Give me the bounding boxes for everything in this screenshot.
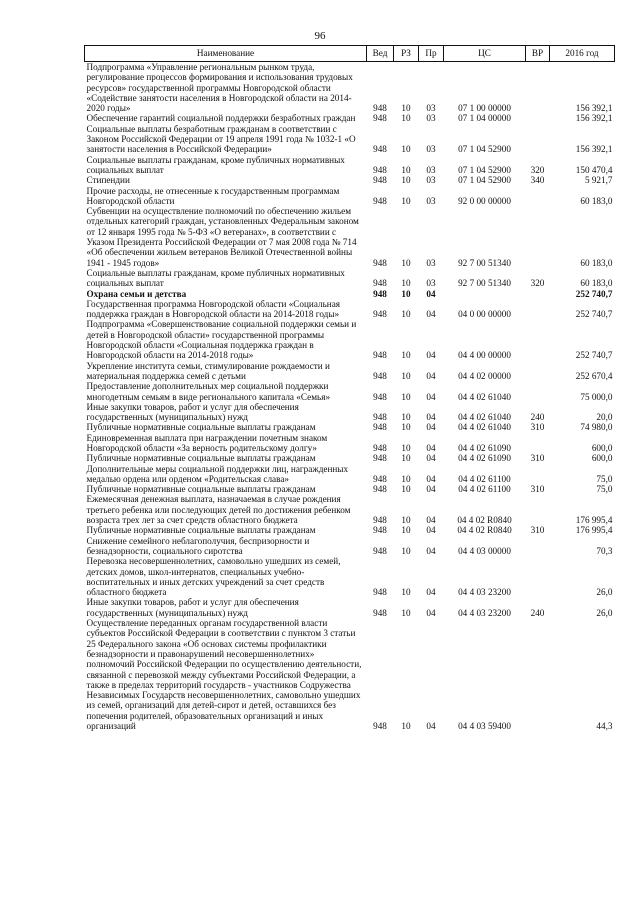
cell-sum: 252 740,7 — [575, 309, 613, 320]
cell-vr — [526, 62, 550, 114]
cell-pr: 04 — [426, 391, 436, 402]
cell-rz: 10 — [401, 288, 411, 299]
cell-rz: 10 — [401, 515, 411, 526]
cell-vr — [526, 556, 550, 597]
cell-ved: 948 — [373, 545, 387, 556]
table-body — [85, 62, 615, 732]
cell-ved: 948 — [373, 412, 387, 423]
cell-cs: 92 7 00 51340 — [458, 257, 511, 268]
cell-name: Подпрограмма «Управление региональным рынком труда, регулирование процессов формирования и использования трудовых ресурсов» государственной программы Новгородской области «Содействие занятости населения в Новгородской области на 2014-2020 годы» — [86, 62, 353, 114]
cell-pr: 04 — [426, 473, 436, 484]
cell-sum: 60 183,0 — [580, 195, 613, 206]
cell-ved: 948 — [373, 103, 387, 114]
cell-pr: 03 — [426, 195, 436, 206]
table-row — [85, 525, 615, 535]
header-sum: 2016 год — [550, 46, 615, 62]
cell-vr: 310 — [530, 453, 545, 464]
cell-sum: 156 392,1 — [575, 103, 613, 114]
cell-ved: 948 — [373, 607, 387, 618]
cell-ved: 948 — [373, 288, 387, 299]
cell-pr: 03 — [426, 257, 436, 268]
cell-vr: 320 — [530, 164, 545, 175]
table-row — [85, 289, 615, 299]
table-row — [85, 381, 615, 402]
cell-sum: 75 000,0 — [580, 391, 613, 402]
table-row — [85, 319, 615, 360]
cell-sum: 252 670,4 — [575, 370, 613, 381]
cell-vr — [526, 113, 550, 123]
cell-ved: 948 — [373, 422, 387, 433]
cell-pr: 04 — [426, 350, 436, 361]
cell-vr — [526, 536, 550, 557]
cell-name: Перевозка несовершеннолетних, самовольно ушедших из семей, детских домов, школ-интернатов, специальных учебно-воспитательных и иных детских учреждений за счет средств областного бюджета — [86, 556, 341, 598]
table-row — [85, 361, 615, 382]
cell-ved: 948 — [373, 587, 387, 598]
cell-pr: 04 — [426, 545, 436, 556]
cell-ved: 948 — [373, 350, 387, 361]
cell-rz: 10 — [401, 164, 411, 175]
cell-ved: 948 — [373, 525, 387, 536]
cell-cs: 04 4 03 00000 — [458, 545, 511, 556]
cell-name: Государственная программа Новгородской области «Социальная поддержка граждан в Новгородской области на 2014-2018 годы» — [86, 298, 341, 320]
cell-sum: 600,0 — [591, 453, 613, 464]
cell-pr: 03 — [426, 103, 436, 114]
header-row — [85, 46, 615, 62]
cell-sum: 600,0 — [591, 442, 613, 453]
cell-vr — [526, 186, 550, 207]
cell-rz: 10 — [401, 350, 411, 361]
table-row — [85, 113, 615, 123]
cell-cs: 04 4 02 R0840 — [457, 525, 512, 536]
cell-name: Субвенции на осуществление полномочий по обеспечению жильем отдельных категорий граждан, установленных Федеральным законом от 12 января 1995 года № 5-ФЗ «О ветеранах», в соответствии с Указом Президента Российской Федерации от 7 мая 2008 года № 714 «Об обеспечении жильем ветеранов Великой Отечественной войны 1941 - 1945 годов» — [86, 206, 359, 268]
cell-rz: 10 — [401, 412, 411, 423]
table-row — [85, 62, 615, 114]
cell-vr — [526, 433, 550, 454]
cell-name: Публичные нормативные социальные выплаты гражданам — [86, 422, 316, 433]
cell-name: Укрепление института семьи, стимулирование рождаемости и материальная поддержка семей с детьми — [86, 360, 330, 381]
cell-sum: 20,0 — [596, 412, 613, 423]
cell-pr: 03 — [426, 113, 436, 124]
page-number: 96 — [314, 30, 326, 42]
cell-ved: 948 — [373, 164, 387, 175]
cell-name: Стипендии — [86, 175, 130, 186]
cell-cs: 04 4 02 61040 — [458, 412, 511, 423]
table-row — [85, 464, 615, 485]
cell-name: Единовременная выплата при награждении почетным знаком Новгородской области «За верность родительскому долгу» — [86, 432, 328, 453]
cell-vr — [526, 361, 550, 382]
table-row — [85, 206, 615, 268]
table-row — [85, 597, 615, 618]
header-name: Наименование — [85, 46, 367, 62]
cell-pr: 04 — [426, 309, 436, 320]
cell-sum: 252 740,7 — [575, 350, 613, 361]
cell-name: Социальные выплаты гражданам, кроме публичных нормативных социальных выплат — [86, 267, 345, 289]
cell-ved: 948 — [373, 515, 387, 526]
cell-name: Публичные нормативные социальные выплаты гражданам — [86, 453, 316, 464]
cell-vr: 240 — [530, 607, 545, 618]
cell-vr — [526, 618, 550, 731]
cell-cs: 04 4 02 61040 — [458, 391, 511, 402]
cell-sum: 70,3 — [596, 545, 613, 556]
cell-pr: 04 — [426, 484, 436, 495]
cell-rz: 10 — [401, 278, 411, 289]
table-row — [85, 155, 615, 176]
cell-rz: 10 — [401, 453, 411, 464]
cell-name: Прочие расходы, не отнесенные к государственным программам Новгородской области — [86, 185, 340, 206]
cell-vr — [526, 319, 550, 360]
cell-rz: 10 — [401, 442, 411, 453]
cell-sum: 60 183,0 — [580, 257, 613, 268]
cell-ved: 948 — [373, 391, 387, 402]
header-cs: ЦС — [444, 46, 526, 62]
cell-vr — [526, 206, 550, 268]
cell-cs: 07 1 04 52900 — [458, 164, 511, 175]
cell-rz: 10 — [401, 587, 411, 598]
cell-ved: 948 — [373, 453, 387, 464]
cell-cs: 07 1 00 00000 — [458, 103, 511, 114]
cell-cs: 04 4 02 61100 — [458, 484, 511, 495]
cell-sum: 150 470,4 — [575, 164, 613, 175]
cell-ved: 948 — [373, 278, 387, 289]
cell-vr — [526, 299, 550, 320]
cell-sum: 44,3 — [596, 721, 613, 731]
table-row — [85, 299, 615, 320]
cell-sum: 26,0 — [596, 587, 613, 598]
cell-sum: 252 740,7 — [575, 288, 613, 299]
cell-rz: 10 — [401, 545, 411, 556]
cell-cs: 04 4 02 61090 — [458, 453, 511, 464]
cell-sum: 74 980,0 — [580, 422, 613, 433]
header-vr: ВР — [526, 46, 550, 62]
cell-name: Снижение семейного неблагополучия, беспризорности и безнадзорности, социального сиротства — [86, 535, 310, 556]
cell-rz: 10 — [401, 721, 411, 731]
table-row — [85, 494, 615, 525]
cell-cs: 04 4 02 R0840 — [457, 515, 512, 526]
cell-rz: 10 — [401, 473, 411, 484]
cell-pr: 04 — [426, 370, 436, 381]
cell-rz: 10 — [401, 195, 411, 206]
cell-sum: 176 995,4 — [575, 525, 613, 536]
cell-sum: 5 921,7 — [584, 175, 613, 186]
cell-sum: 156 392,1 — [575, 144, 613, 155]
cell-vr: 320 — [530, 278, 545, 289]
cell-vr — [526, 289, 550, 299]
table-row — [85, 422, 615, 432]
cell-name: Социальные выплаты безработным гражданам в соответствии с Законом Российской Федерации от 19 апреля 1991 года № 1032-1 «О занятости населения в Российской Федерации» — [86, 123, 356, 155]
cell-pr: 04 — [426, 288, 436, 299]
cell-pr: 04 — [426, 422, 436, 433]
cell-ved: 948 — [373, 257, 387, 268]
cell-rz: 10 — [401, 309, 411, 320]
table-row — [85, 268, 615, 289]
cell-ved: 948 — [373, 473, 387, 484]
table-row — [85, 484, 615, 494]
cell-cs: 07 1 04 52900 — [458, 144, 511, 155]
cell-pr: 04 — [426, 412, 436, 423]
table-row — [85, 536, 615, 557]
cell-name: Подпрограмма «Совершенствование социальной поддержки семьи и детей в Новгородской области» государственной программы Новгородской области «Социальная поддержка граждан в Новгородской области на 2014-2018 годы» — [86, 319, 357, 361]
cell-pr: 04 — [426, 453, 436, 464]
cell-cs: 92 7 00 51340 — [458, 278, 511, 289]
cell-cs: 04 4 02 00000 — [458, 370, 511, 381]
cell-vr: 310 — [530, 525, 545, 536]
header-pr: Пр — [419, 46, 444, 62]
cell-rz: 10 — [401, 103, 411, 114]
cell-name: Предоставление дополнительных мер социальной поддержки многодетным семьям в виде регионального капитала «Семья» — [86, 381, 331, 402]
cell-sum: 75,0 — [596, 473, 613, 484]
cell-ved: 948 — [373, 484, 387, 495]
cell-ved: 948 — [373, 144, 387, 155]
cell-ved: 948 — [373, 309, 387, 320]
cell-cs: 04 4 02 61100 — [458, 473, 511, 484]
table-row — [85, 453, 615, 463]
cell-name: Дополнительные меры социальной поддержки лиц, награжденных медалью ордена или орденом «Родительская слава» — [86, 463, 349, 484]
cell-vr: 310 — [530, 422, 545, 433]
cell-vr — [526, 494, 550, 525]
cell-name: Публичные нормативные социальные выплаты гражданам — [86, 484, 316, 495]
budget-table — [84, 45, 615, 731]
cell-cs: 07 1 04 52900 — [458, 175, 511, 186]
cell-ved: 948 — [373, 195, 387, 206]
cell-name: Осуществление переданных органам государственной власти субъектов Российской Федерации в соответствии с пунктом 3 статьи 25 Федерального закона «Об основах системы профилактики безнадзорности и правонарушений несовершеннолетних» полномочий Российской Федерации по осуществлению деятельности, связанной с перевозкой между субъектами Российской Федерации, а также в пределах территорий государств - участников Содружества Независимых Государств несовершеннолетних, самовольно ушедших из семей, организаций для детей-сирот и детей, оставшихся без попечения родителей, образовательных организаций и иных организаций — [86, 618, 362, 731]
cell-pr: 04 — [426, 525, 436, 536]
cell-cs — [444, 289, 526, 299]
cell-pr: 04 — [426, 515, 436, 526]
cell-vr — [526, 464, 550, 485]
cell-cs: 04 0 00 00000 — [458, 309, 511, 320]
header-ved: Вед — [367, 46, 394, 62]
cell-rz: 10 — [401, 525, 411, 536]
cell-vr: 340 — [530, 175, 545, 186]
cell-vr: 310 — [530, 484, 545, 495]
table-row — [85, 433, 615, 454]
table-row — [85, 402, 615, 423]
cell-cs: 07 1 04 00000 — [458, 113, 511, 124]
cell-pr: 03 — [426, 144, 436, 155]
cell-sum: 60 183,0 — [580, 278, 613, 289]
cell-cs: 04 4 03 59400 — [458, 721, 511, 731]
cell-pr: 04 — [426, 587, 436, 598]
cell-name: Социальные выплаты гражданам, кроме публичных нормативных социальных выплат — [86, 154, 345, 175]
cell-cs: 92 0 00 00000 — [458, 195, 511, 206]
cell-name: Ежемесячная денежная выплата, назначаемая в случае рождения третьего ребенка или последующих детей по достижения ребенком возраста трех лет за счет средств областного бюджета — [86, 494, 351, 526]
cell-ved: 948 — [373, 175, 387, 186]
table-row — [85, 124, 615, 155]
cell-ved: 948 — [373, 113, 387, 124]
table-row — [85, 175, 615, 185]
cell-rz: 10 — [401, 144, 411, 155]
cell-pr: 03 — [426, 175, 436, 186]
cell-rz: 10 — [401, 607, 411, 618]
cell-sum: 26,0 — [596, 607, 613, 618]
cell-name: Охрана семьи и детства — [86, 288, 187, 299]
cell-vr: 240 — [530, 412, 545, 423]
cell-pr: 03 — [426, 278, 436, 289]
cell-cs: 04 4 03 23200 — [458, 607, 511, 618]
cell-name: Иные закупки товаров, работ и услуг для обеспечения государственных (муниципальных) нужд — [86, 401, 299, 423]
cell-pr: 03 — [426, 164, 436, 175]
cell-pr: 04 — [426, 442, 436, 453]
cell-rz: 10 — [401, 113, 411, 124]
table-row — [85, 186, 615, 207]
cell-rz: 10 — [401, 422, 411, 433]
cell-name: Публичные нормативные социальные выплаты гражданам — [86, 525, 316, 536]
cell-rz: 10 — [401, 391, 411, 402]
cell-sum: 176 995,4 — [575, 515, 613, 526]
cell-rz: 10 — [401, 370, 411, 381]
cell-pr: 04 — [426, 721, 436, 731]
table-row — [85, 618, 615, 731]
cell-vr — [526, 381, 550, 402]
table-header — [85, 46, 615, 62]
cell-vr — [526, 124, 550, 155]
cell-ved: 948 — [373, 721, 387, 731]
cell-name: Иные закупки товаров, работ и услуг для обеспечения государственных (муниципальных) нужд — [86, 597, 299, 618]
cell-cs: 04 4 00 00000 — [458, 350, 511, 361]
cell-cs: 04 4 02 61040 — [458, 422, 511, 433]
cell-rz: 10 — [401, 175, 411, 186]
cell-pr: 04 — [426, 607, 436, 618]
cell-sum: 75,0 — [596, 484, 613, 495]
table-row — [85, 556, 615, 597]
cell-rz: 10 — [401, 257, 411, 268]
cell-ved: 948 — [373, 442, 387, 453]
cell-cs: 04 4 03 23200 — [458, 587, 511, 598]
cell-ved: 948 — [373, 370, 387, 381]
cell-cs: 04 4 02 61090 — [458, 442, 511, 453]
header-rz: РЗ — [394, 46, 419, 62]
cell-name: Обеспечение гарантий социальной поддержки безработных граждан — [86, 113, 356, 124]
cell-rz: 10 — [401, 484, 411, 495]
cell-sum: 156 392,1 — [575, 113, 613, 124]
